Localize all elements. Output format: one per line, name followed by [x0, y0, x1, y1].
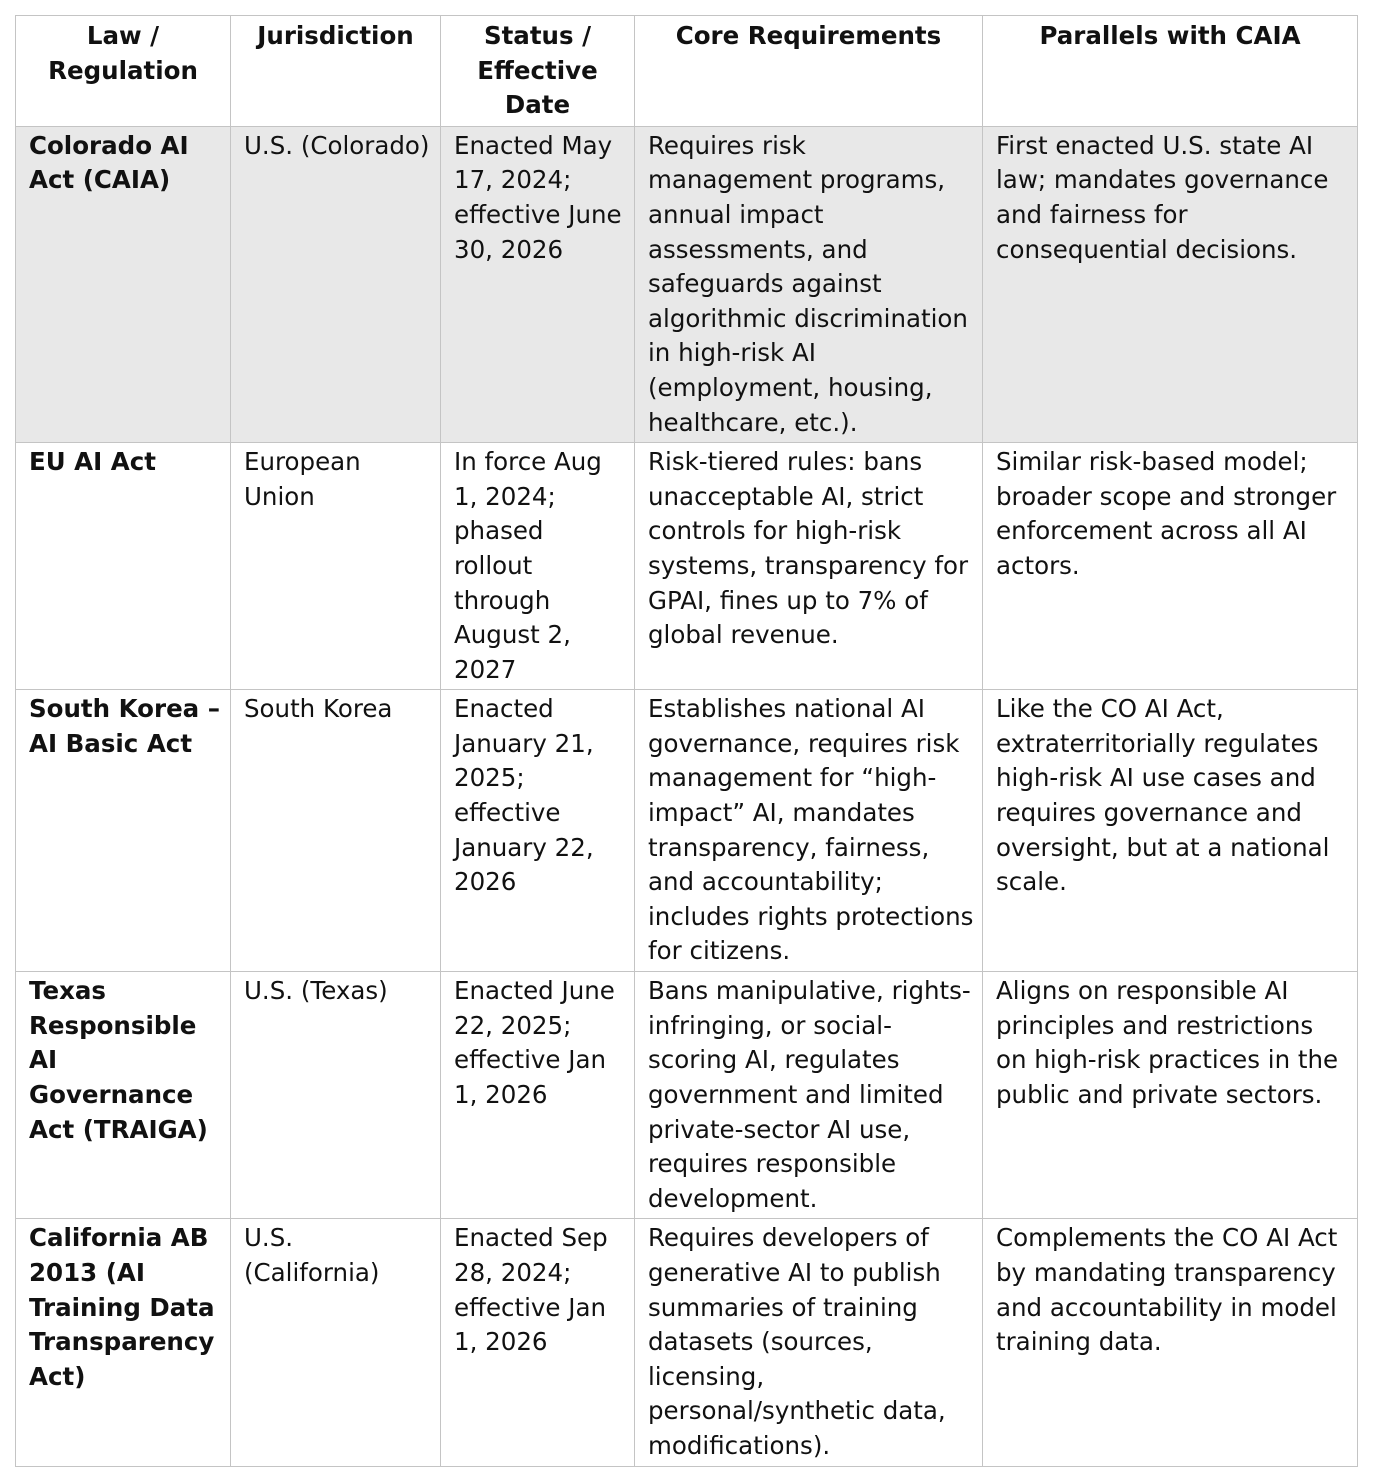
law-cell: California AB 2013 (AI Training Data Transparency Act) — [16, 1219, 231, 1466]
status-cell: In force Aug 1, 2024; phased rollout through August 2, 2027 — [441, 443, 635, 690]
parallels-cell: Aligns on responsible AI principles and restrictions on high-risk practices in the public and private sectors. — [983, 972, 1358, 1219]
header-parallels: Parallels with CAIA — [983, 16, 1358, 127]
table-row — [16, 690, 1358, 972]
requirements-cell: Requires risk management programs, annual impact assessments, and safeguards against algorithmic discrimination in high-risk AI (employment, housing, healthcare, etc.). — [635, 126, 983, 442]
parallels-cell: First enacted U.S. state AI law; mandates governance and fairness for consequential decisions. — [983, 126, 1358, 442]
jurisdiction-cell: South Korea — [231, 690, 441, 972]
law-cell: Colorado AI Act (CAIA) — [16, 126, 231, 442]
parallels-cell: Complements the CO AI Act by mandating transparency and accountability in model training data. — [983, 1219, 1358, 1466]
jurisdiction-cell: U.S. (Texas) — [231, 972, 441, 1219]
table-row — [16, 1219, 1358, 1466]
header-requirements: Core Requirements — [635, 16, 983, 127]
header-status: Status / Effective Date — [441, 16, 635, 127]
parallels-cell: Like the CO AI Act, extraterritorially regulates high-risk AI use cases and requires governance and oversight, but at a national scale. — [983, 690, 1358, 972]
header-jurisdiction: Jurisdiction — [231, 16, 441, 127]
requirements-cell: Establishes national AI governance, requires risk management for “high-impact” AI, mandates transparency, fairness, and accountability; includes rights protections for citizens. — [635, 690, 983, 972]
law-cell: Texas Responsible AI Governance Act (TRAIGA) — [16, 972, 231, 1219]
status-cell: Enacted May 17, 2024; effective June 30, 2026 — [441, 126, 635, 442]
header-row — [16, 16, 1358, 127]
ai-laws-comparison-table — [15, 15, 1358, 1467]
header-law: Law / Regulation — [16, 16, 231, 127]
jurisdiction-cell: U.S. (California) — [231, 1219, 441, 1466]
parallels-cell: Similar risk-based model; broader scope and stronger enforcement across all AI actors. — [983, 443, 1358, 690]
law-cell: South Korea – AI Basic Act — [16, 690, 231, 972]
status-cell: Enacted June 22, 2025; effective Jan 1, 2026 — [441, 972, 635, 1219]
table-row — [16, 443, 1358, 690]
requirements-cell: Requires developers of generative AI to publish summaries of training datasets (sources, licensing, personal/synthetic data, modifications). — [635, 1219, 983, 1466]
requirements-cell: Risk-tiered rules: bans unacceptable AI, strict controls for high-risk systems, transparency for GPAI, fines up to 7% of global revenue. — [635, 443, 983, 690]
requirements-cell: Bans manipulative, rights-infringing, or social-scoring AI, regulates government and limited private-sector AI use, requires responsible development. — [635, 972, 983, 1219]
table-row — [16, 972, 1358, 1219]
jurisdiction-cell: European Union — [231, 443, 441, 690]
law-cell: EU AI Act — [16, 443, 231, 690]
status-cell: Enacted January 21, 2025; effective January 22, 2026 — [441, 690, 635, 972]
table-row — [16, 126, 1358, 442]
jurisdiction-cell: U.S. (Colorado) — [231, 126, 441, 442]
status-cell: Enacted Sep 28, 2024; effective Jan 1, 2026 — [441, 1219, 635, 1466]
